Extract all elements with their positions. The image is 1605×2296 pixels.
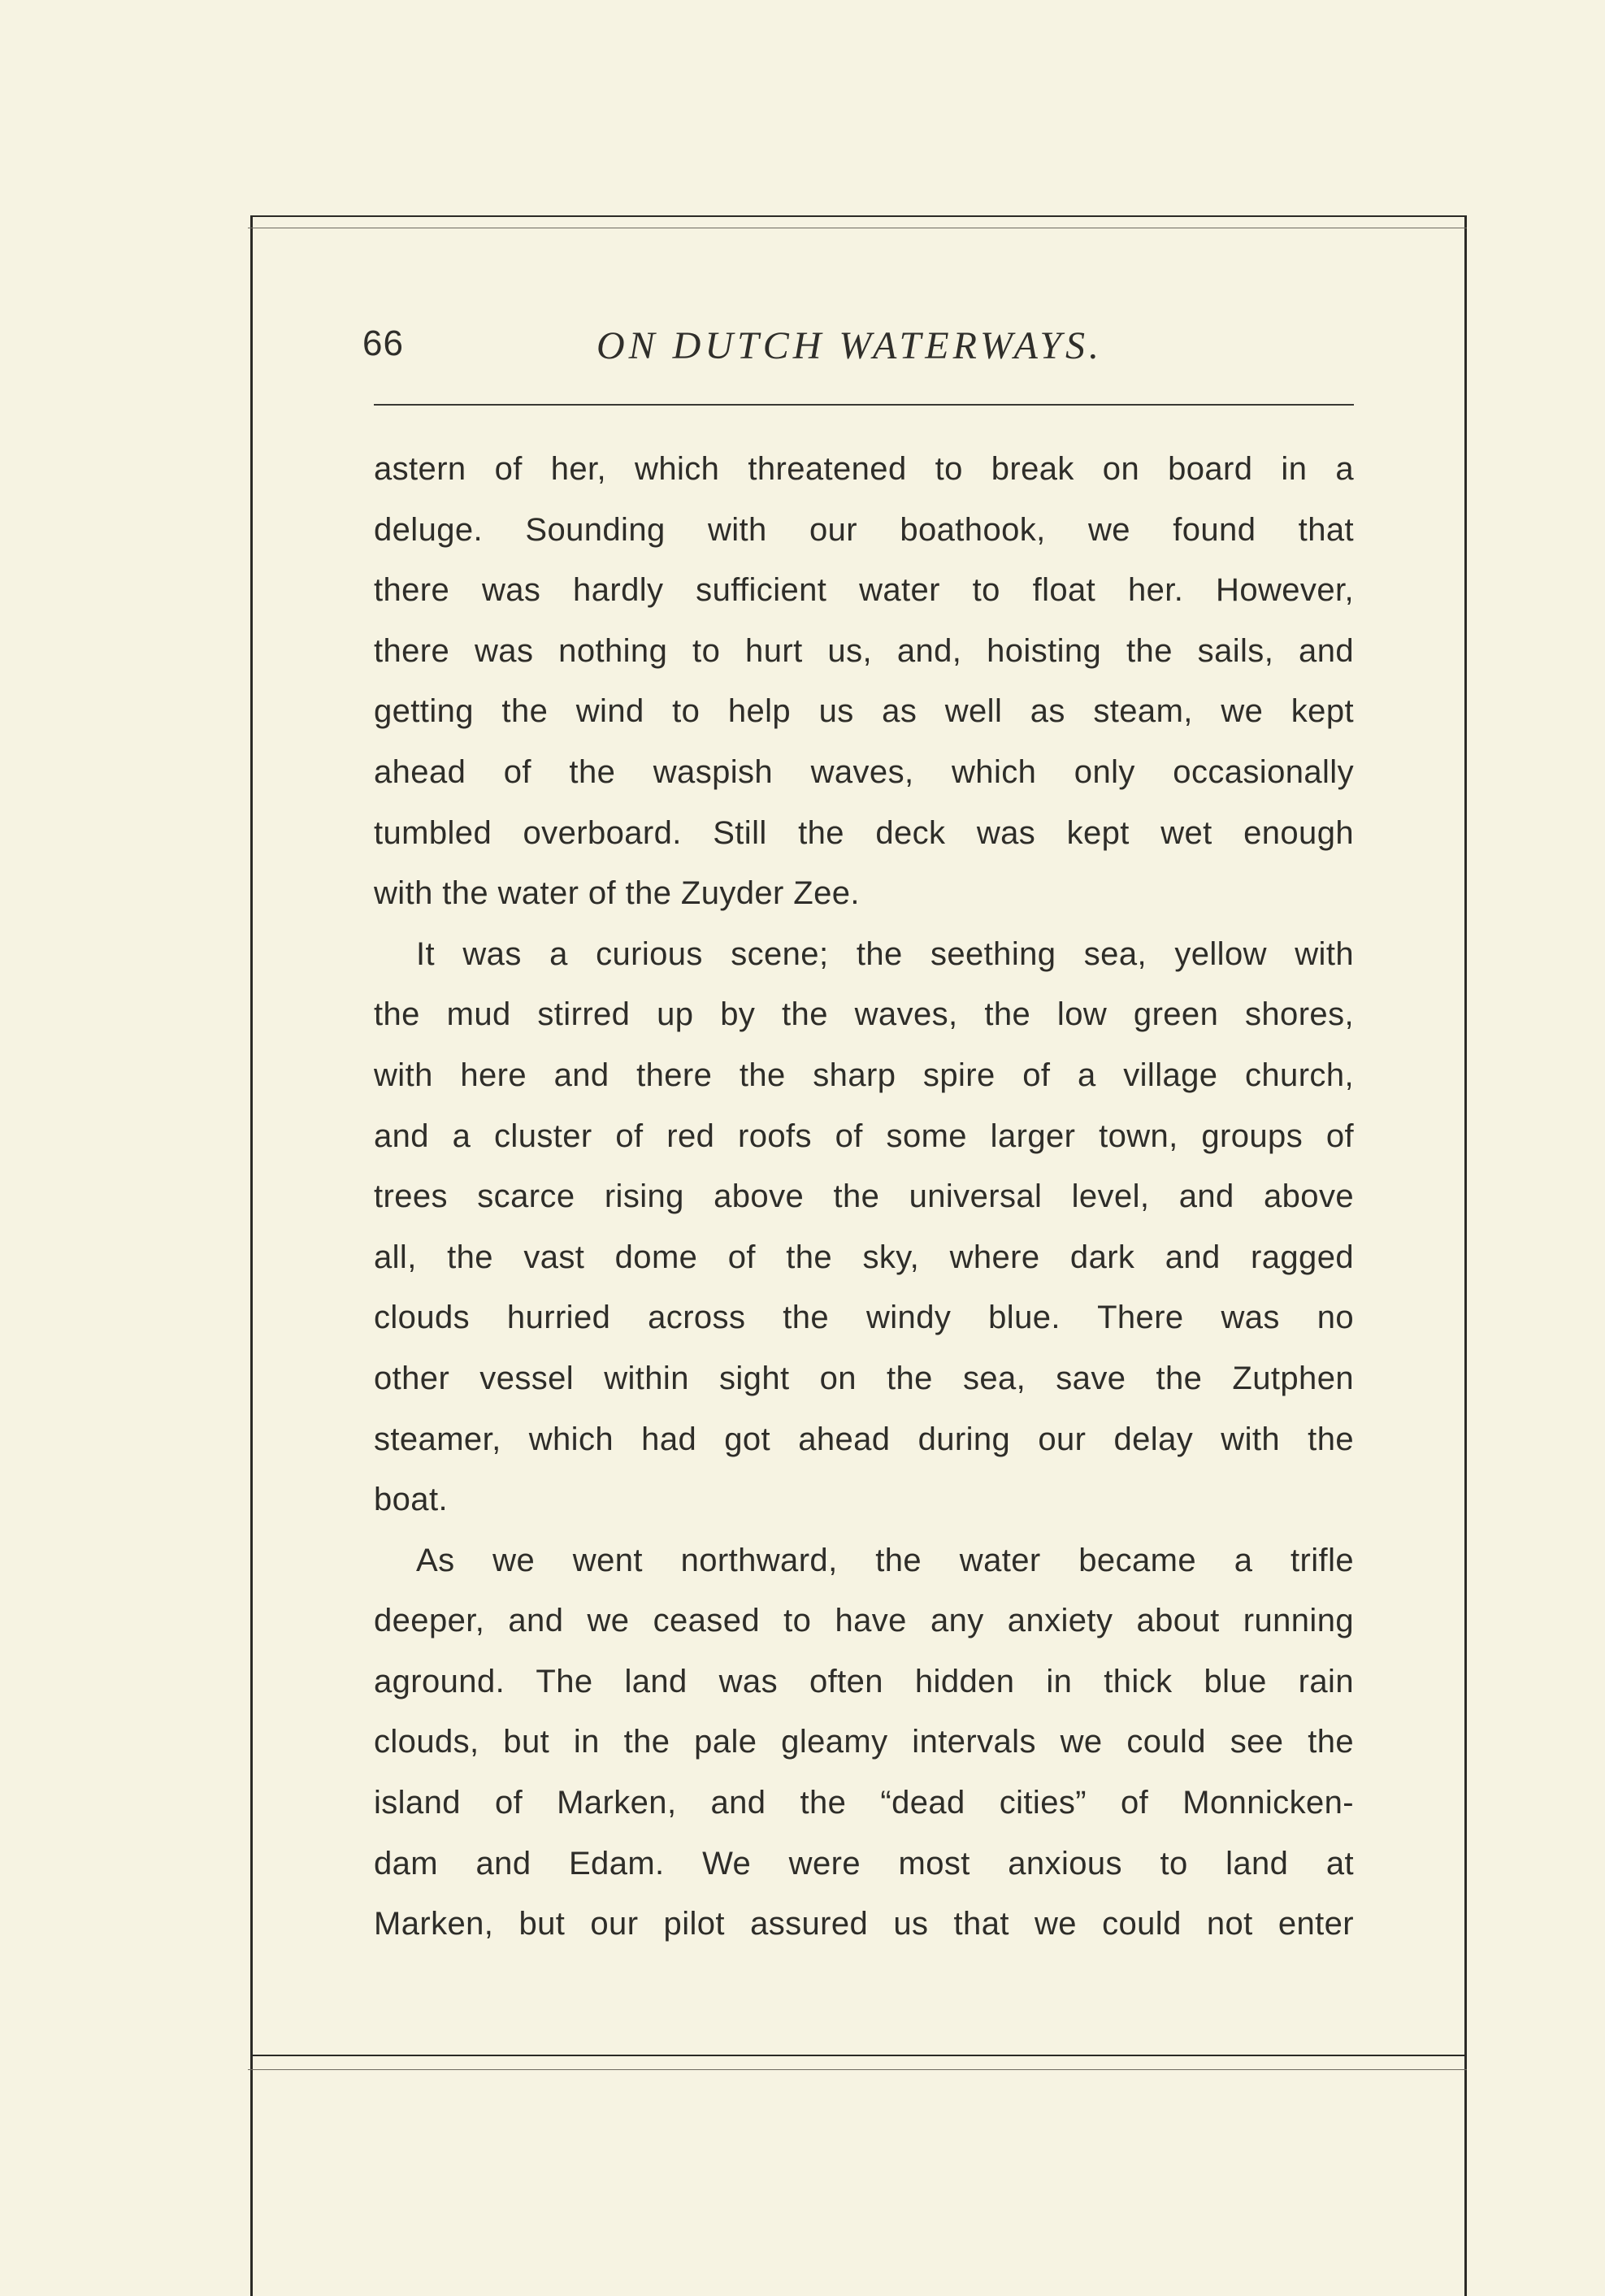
text-line: trees scarce rising above the universal level, and above [374, 1178, 1354, 1215]
book-title: ON DUTCH WATERWAYS. [596, 324, 1104, 367]
page-number: 66 [362, 323, 404, 363]
text-line: ahead of the waspish waves, which only occasionally [374, 753, 1354, 790]
text-line: deluge. Sounding with our boathook, we found that [374, 511, 1354, 548]
text-line: aground. The land was often hidden in thick blue rain [374, 1663, 1354, 1699]
frame-bottom-outer-rule [248, 2069, 1467, 2070]
text-line: clouds hurried across the windy blue. There was no [374, 1300, 1354, 1336]
text-line: the mud stirred up by the waves, the low green shores, [374, 996, 1354, 1033]
text-line: clouds, but in the pale gleamy intervals we could see the [374, 1724, 1354, 1760]
text-line: tumbled overboard. Still the deck was kept wet enough [374, 814, 1354, 851]
text-line: dam and Edam. We were most anxious to land at [374, 1845, 1354, 1882]
body-text [374, 443, 1354, 1959]
running-head [362, 323, 1354, 380]
paragraph-start-line: It was a curious scene; the seething sea, yellow with [416, 935, 1354, 972]
text-line: boat. [374, 1482, 448, 1518]
frame-bottom-rule [250, 2055, 1467, 2056]
text-line: there was hardly sufficient water to float her. However, [374, 572, 1354, 609]
text-line: Marken, but our pilot assured us that we could not enter [374, 1906, 1354, 1942]
text-line: other vessel within sight on the sea, save the Zutphen [374, 1360, 1354, 1396]
header-rule [374, 404, 1354, 406]
text-line: astern of her, which threatened to break on board in a [374, 451, 1354, 487]
text-line: and a cluster of red roofs of some larger town, groups of [374, 1118, 1354, 1154]
text-line: with the water of the Zuyder Zee. [374, 875, 860, 912]
text-line: with here and there the sharp spire of a village church, [374, 1057, 1354, 1093]
text-line: deeper, and we ceased to have any anxiety about running [374, 1603, 1354, 1639]
text-line: all, the vast dome of the sky, where dark and ragged [374, 1239, 1354, 1275]
text-line: getting the wind to help us as well as steam, we kept [374, 693, 1354, 730]
text-line: island of Marken, and the “dead cities” of Monnicken- [374, 1785, 1354, 1821]
text-line: there was nothing to hurt us, and, hoisting the sails, and [374, 632, 1354, 669]
text-line: steamer, which had got ahead during our delay with the [374, 1421, 1354, 1457]
paragraph-start-line: As we went northward, the water became a trifle [416, 1542, 1354, 1578]
